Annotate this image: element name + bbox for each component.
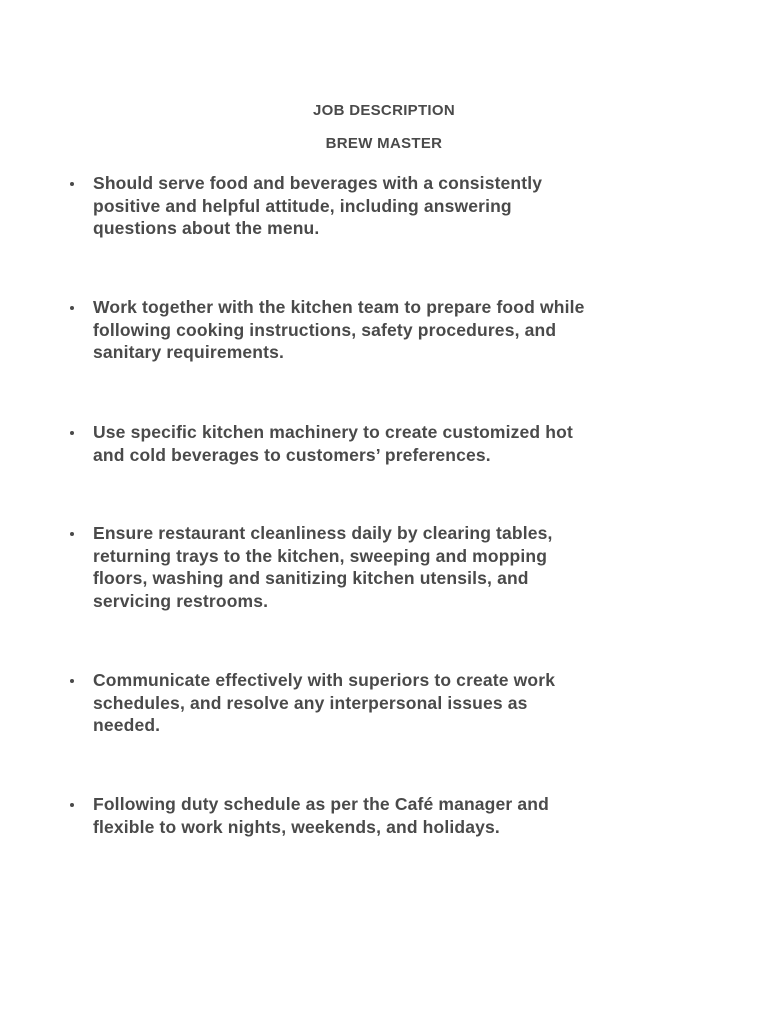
list-item-duty-4 [66,522,676,613]
duty-line: Ensure restaurant cleanliness daily by clearing tables, [93,523,553,543]
job-title: BREW MASTER [325,135,443,152]
duty-line: Should serve food and beverages with a consistently [93,173,543,193]
duty-line: schedules, and resolve any interpersonal issues as [93,692,528,713]
list-item-duty-5 [66,669,676,737]
document-title: JOB DESCRIPTION [312,102,456,119]
duty-text [93,669,676,737]
duty-line: positive and helpful attitude, including answering [93,195,512,216]
list-item-duty-1 [66,172,676,240]
duty-text [93,296,676,364]
duty-line: returning trays to the kitchen, sweeping and mopping [93,545,548,566]
duty-line: Use specific kitchen machinery to create customized hot [93,422,573,442]
duty-line: needed. [93,715,161,736]
duty-line: sanitary requirements. [93,342,285,363]
duty-line: flexible to work nights, weekends, and holidays. [93,816,500,837]
bullet-icon [66,296,93,318]
list-item-duty-2 [66,296,676,364]
duty-line: following cooking instructions, safety procedures, and [93,319,557,340]
duty-line: and cold beverages to customers’ preferences. [93,444,491,465]
duty-line: Communicate effectively with superiors to create work [93,670,556,690]
duty-line: floors, washing and sanitizing kitchen utensils, and [93,568,529,589]
duty-line: Work together with the kitchen team to prepare food while [93,297,585,317]
duty-text [93,522,676,613]
duty-text [93,172,676,240]
duty-line: Following duty schedule as per the Café manager and [93,794,549,814]
bullet-icon [66,421,93,443]
bullet-icon [66,172,93,194]
duty-text [93,421,676,466]
duty-text [93,793,676,838]
list-item-duty-6 [66,793,676,838]
bullet-icon [66,793,93,815]
bullet-icon [66,669,93,691]
bullet-icon [66,522,93,544]
duty-line: questions about the menu. [93,218,320,239]
list-item-duty-3 [66,421,676,466]
duty-line: servicing restrooms. [93,591,269,612]
